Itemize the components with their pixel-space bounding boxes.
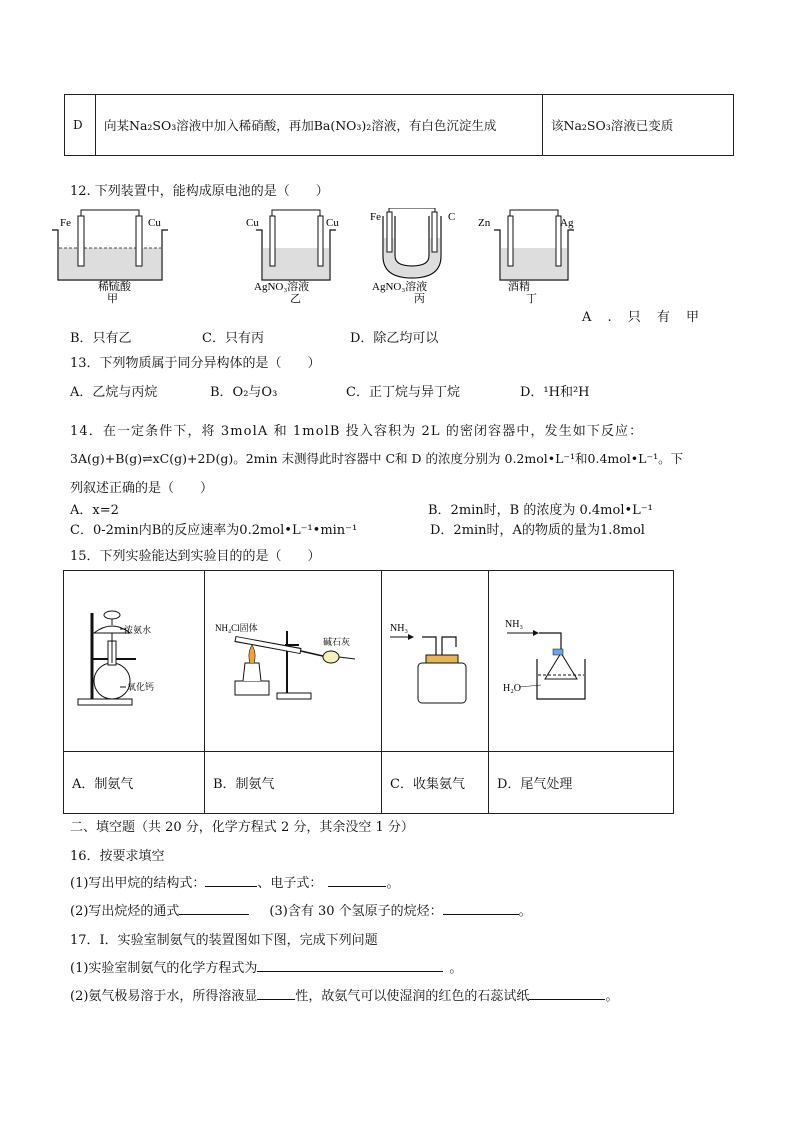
q14-option-d: D．2min时，A的物质的量为1.8mol [430, 523, 645, 538]
q16-blank-formula[interactable] [179, 902, 249, 915]
q17-line1 [70, 957, 462, 976]
c-gas-label: NH₃ [390, 623, 408, 634]
apparatus-d [489, 571, 669, 747]
q16-l1b: 、电子式： [257, 876, 323, 891]
q13-option-c: C．正丁烷与异丁烷 [346, 385, 460, 400]
q15-img-b-cell [205, 571, 382, 752]
q16-blank-structure[interactable] [205, 874, 257, 887]
q14-option-a: A．x=2 [70, 503, 119, 518]
ding-solution: 酒精 [508, 281, 530, 293]
q16-line2 [70, 900, 532, 919]
q15-img-c-cell [382, 571, 489, 752]
q16-l1c: 。 [386, 876, 400, 891]
row-letter: D [65, 95, 96, 156]
q15-option-d: D．尾气处理 [489, 752, 674, 814]
section2-title: 二、填空题（共 20 分，化学方程式 2 分，其余没空 1 分） [70, 820, 414, 835]
q13-option-b: B．O₂与O₃ [210, 385, 278, 400]
q17-l1b: 。 [449, 961, 463, 976]
beaker-yi [246, 210, 339, 304]
q12-stem: 12. 下列装置中，能构成原电池的是（ ） [70, 184, 329, 199]
q14-line1: 14．在一定条件下，将 3molA 和 1molB 投入容积为 2L 的密闭容器中，发生如下反应： [70, 424, 644, 439]
yi-solution: AgNO₃溶液 [254, 281, 310, 293]
bing-solution: AgNO₃溶液 [372, 281, 428, 293]
d-water-label: H₂O [503, 683, 521, 694]
q12-option-d: D．除乙均可以 [350, 331, 439, 346]
jia-solution: 稀硫酸 [98, 281, 131, 293]
q15-stem: 15．下列实验能达到实验目的的是（ ） [70, 549, 321, 564]
apparatus-c [382, 571, 488, 747]
q16-l2c: 。 [518, 904, 532, 919]
q15-table [63, 570, 674, 814]
yi-right-electrode: Cu [326, 217, 339, 229]
q16-l1a: (1)写出甲烷的结构式： [70, 876, 206, 891]
q16-blank-alkane[interactable] [443, 902, 519, 915]
top-table [64, 94, 734, 156]
yi-name: 乙 [290, 293, 301, 304]
bing-left-electrode: Fe [370, 211, 381, 223]
q16-stem: 16．按要求填空 [70, 849, 165, 864]
experiment-cell: 向某Na₂SO₃溶液中加入稀硝酸，再加Ba(NO₃)₂溶液，有白色沉淀生成 [96, 95, 543, 156]
q17-l2a: (2)氨气极易溶于水，所得溶液显 [70, 989, 258, 1004]
q13-option-a: A．乙烷与丙烷 [70, 385, 158, 400]
q15-option-a: A．制氨气 [64, 752, 205, 814]
q17-blank-nature[interactable] [257, 987, 295, 1000]
utube-bing [370, 208, 455, 304]
q15-img-a-cell [64, 571, 205, 752]
q12-option-c: C．只有丙 [202, 331, 264, 346]
q12-apparatus-figure [50, 208, 590, 304]
bing-right-electrode: C [448, 211, 456, 223]
q12-option-b: B．只有乙 [70, 331, 132, 346]
q16-blank-electron[interactable] [328, 874, 386, 887]
conclusion-cell: 该Na₂SO₃溶液已变质 [543, 95, 734, 156]
q16-line1 [70, 872, 399, 891]
ding-right-electrode: Ag [560, 217, 574, 229]
q14-line2: 3A(g)+B(g)⇌xC(g)+2D(g)。2min 末测得此时容器中 C和 D 的浓度分别为 0.2mol•L⁻¹和0.4mol•L⁻¹。下 [70, 451, 684, 466]
q17-stem: 17．I．实验室制氨气的装置图如下图，完成下列问题 [70, 933, 378, 948]
b-reagent-label: NH₄Cl固体 [215, 623, 258, 633]
yi-left-electrode: Cu [246, 217, 259, 229]
jia-name: 甲 [107, 293, 118, 304]
q14-option-b: B．2min时，B 的浓度为 0.4mol•L⁻¹ [428, 503, 653, 518]
q15-img-d-cell [489, 571, 674, 752]
q17-l2b: 性，故氨气可以使湿润的红色的石蕊试纸 [295, 989, 530, 1004]
q17-blank-equation[interactable] [257, 959, 443, 972]
q15-option-c: C．收集氨气 [382, 752, 489, 814]
bing-name: 丙 [414, 293, 425, 304]
q13-option-d: D．¹H和²H [520, 385, 590, 400]
apparatus-b [205, 571, 381, 747]
a-bottom-label: 氧化钙 [127, 682, 155, 692]
q14-option-c: C．0-2min内B的反应速率为0.2mol•L⁻¹•min⁻¹ [70, 523, 358, 538]
jia-right-electrode: Cu [148, 217, 161, 229]
ding-name: 丁 [526, 293, 537, 304]
q12-option-a: A . 只 有 甲 [582, 310, 706, 325]
q17-l2c: 。 [605, 989, 619, 1004]
q14-line3: 列叙述正确的是（ ） [70, 481, 214, 496]
beaker-jia [52, 210, 168, 304]
jia-left-electrode: Fe [60, 217, 71, 229]
q15-option-b: B．制氨气 [205, 752, 382, 814]
q17-line2 [70, 985, 618, 1004]
q17-l1a: (1)实验室制氨气的化学方程式为 [70, 961, 258, 976]
d-gas-label: NH₃ [505, 619, 523, 630]
q17-blank-paper[interactable] [529, 987, 605, 1000]
a-top-label: 浓氨水 [124, 625, 152, 635]
b-dryer-label: 碱石灰 [323, 637, 351, 647]
apparatus-a [64, 571, 204, 747]
q16-l2a: (2)写出烷烃的通式 [70, 904, 180, 919]
q13-stem: 13．下列物质属于同分异构体的是（ ） [70, 356, 321, 371]
beaker-ding [478, 210, 574, 304]
ding-left-electrode: Zn [478, 217, 491, 229]
q16-l2b: (3)含有 30 个氢原子的烷烃： [269, 904, 443, 919]
